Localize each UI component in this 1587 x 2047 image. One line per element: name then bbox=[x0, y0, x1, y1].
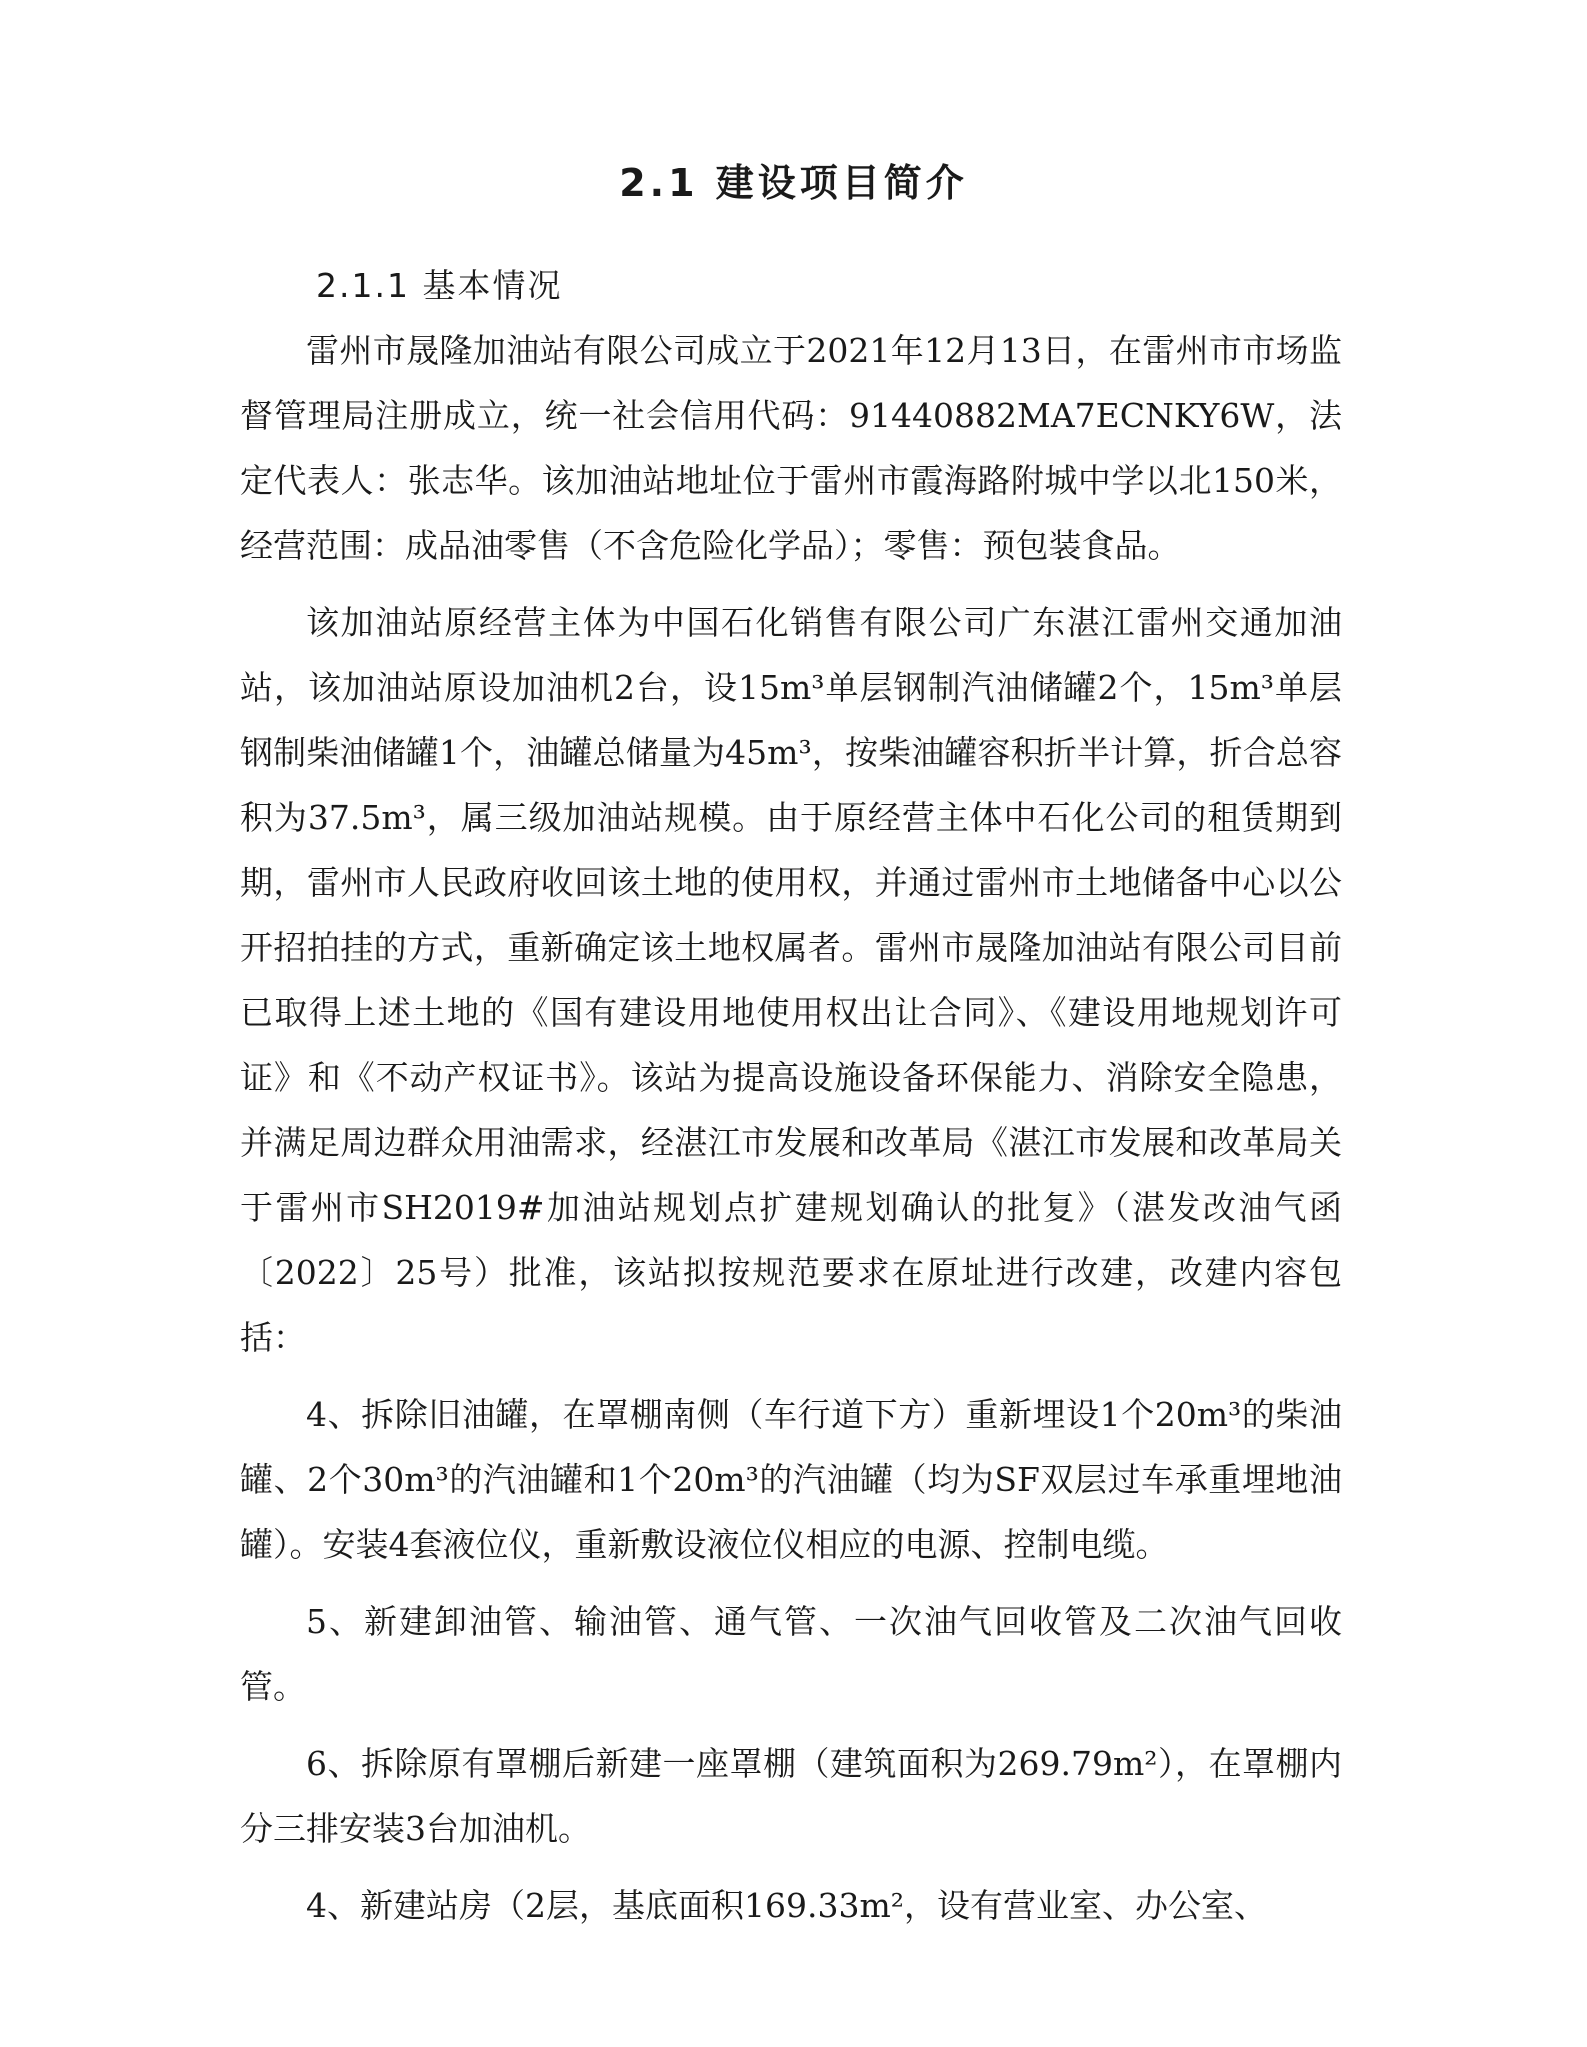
paragraph-company-info: 雷州市晟隆加油站有限公司成立于2021年12月13日，在雷州市市场监督管理局注册成立，统一社会信用代码：91440882MA7ECNKY6W，法定代表人：张志华。该加油站地址位于雷州市霞海路附城中学以北150米，经营范围：成品油零售（不含危险化学品）；零售：预包装食品。 bbox=[240, 331, 1342, 565]
subsection-title: 2.1.1 基本情况 bbox=[316, 266, 563, 305]
paragraph-background: 该加油站原经营主体为中国石化销售有限公司广东湛江雷州交通加油站，该加油站原设加油机2台，设15m³单层钢制汽油储罐2个，15m³单层钢制柴油储罐1个，油罐总储量为45m³，按柴油罐容积折半计算，折合总容积为37.5m³，属三级加油站规模。由于原经营主体中石化公司的租赁期到期，雷州市人民政府收回该土地的使用权，并通过雷州市土地储备中心以公开招拍挂的方式，重新确定该土地权属者。雷州市晟隆加油站有限公司目前已取得上述土地的《国有建设用地使用权出让合同》、《建设用地规划许可证》和《不动产权证书》。该站为提高设施设备环保能力、消除安全隐患，并满足周边群众用油需求，经湛江市发展和改革局《湛江市发展和改革局关于雷州市SH2019#加油站规划点扩建规划确认的批复》（湛发改油气函〔2022〕25号）批准，该站拟按规范要求在原址进行改建，改建内容包括： bbox=[240, 603, 1342, 1357]
section-title: 2.1 建设项目简介 bbox=[619, 161, 968, 205]
paragraph-item-station-house: 4、新建站房（2层，基底面积169.33m²，设有营业室、办公室、 bbox=[306, 1886, 1267, 1925]
paragraph-item-pipes: 5、新建卸油管、输油管、通气管、一次油气回收管及二次油气回收管。 bbox=[240, 1602, 1342, 1706]
paragraph-item-canopy: 6、拆除原有罩棚后新建一座罩棚（建筑面积为269.79m²），在罩棚内分三排安装3台加油机。 bbox=[240, 1744, 1342, 1848]
body-text bbox=[240, 318, 1342, 1938]
paragraph-item-tanks: 4、拆除旧油罐，在罩棚南侧（车行道下方）重新埋设1个20m³的柴油罐、2个30m³的汽油罐和1个20m³的汽油罐（均为SF双层过车承重埋地油罐）。安装4套液位仪，重新敷设液位仪相应的电源、控制电缆。 bbox=[240, 1395, 1342, 1564]
